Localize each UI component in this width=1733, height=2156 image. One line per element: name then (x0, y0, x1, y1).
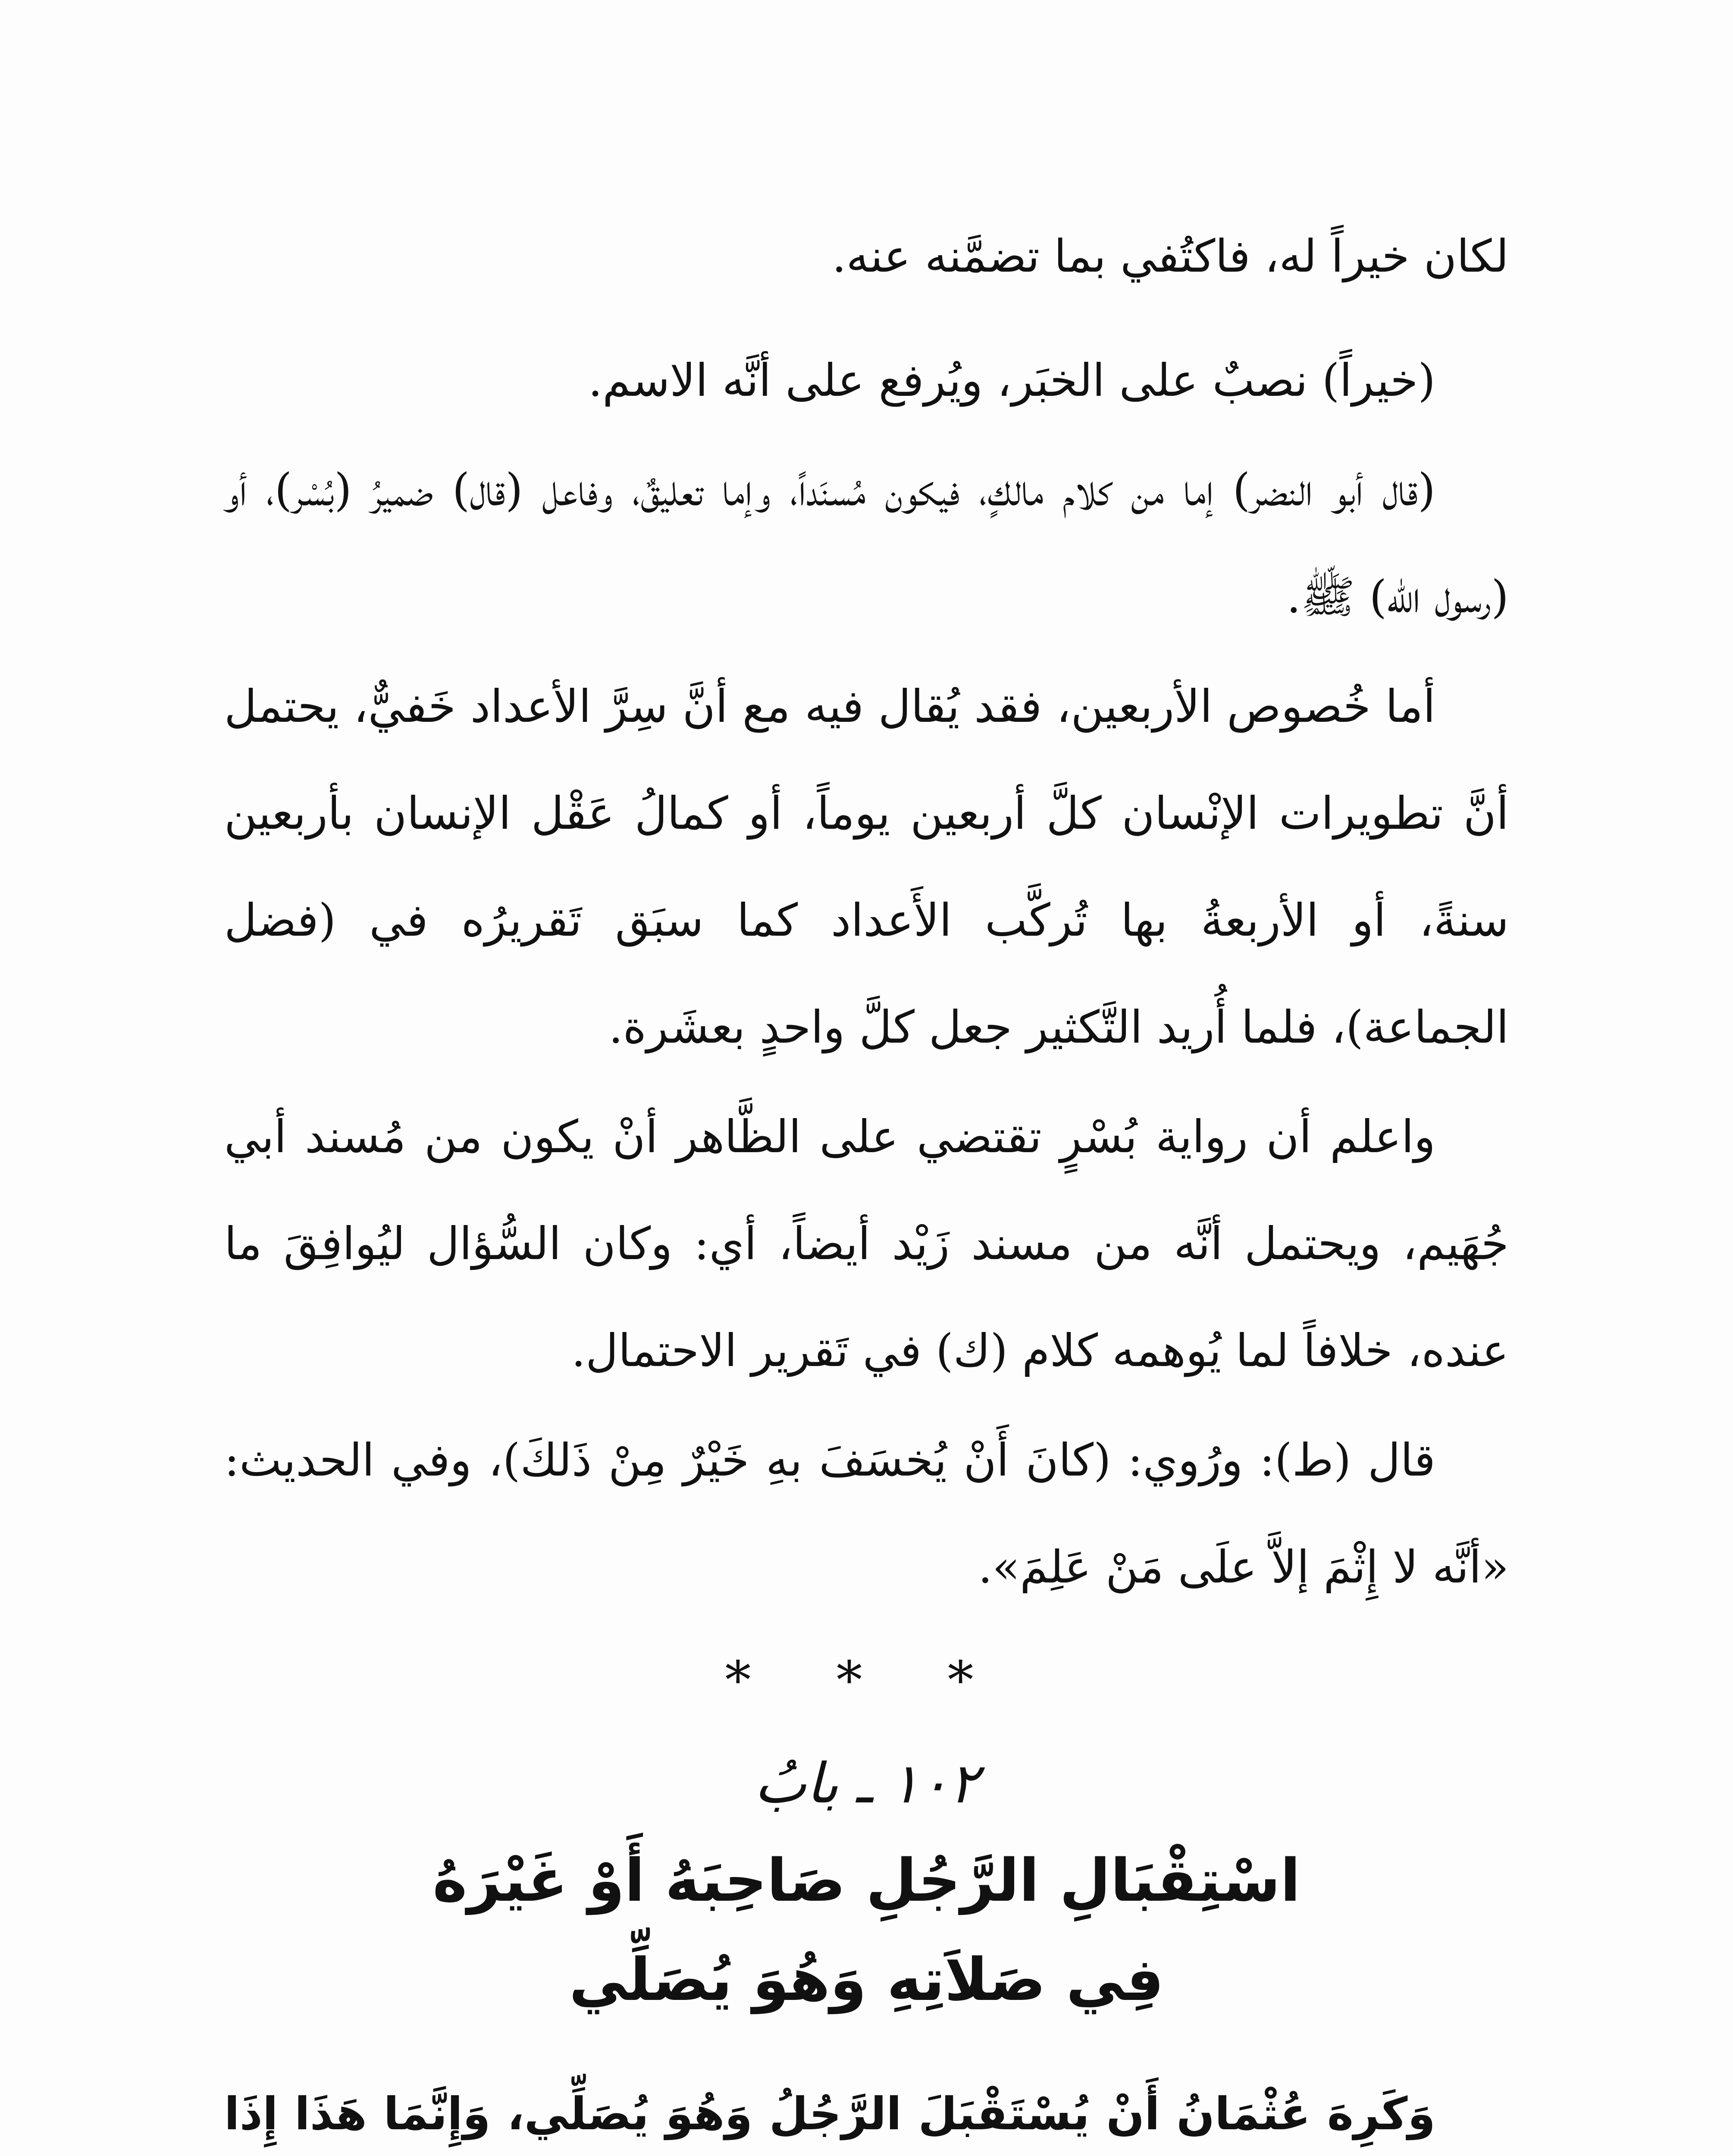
chapter-title-line-1: اسْتِقْبَالِ الرَّجُلِ صَاحِبَهُ أَوْ غَيْرَهُ (432, 1847, 1301, 1915)
commentary-paragraph-2: (خيراً) نصبٌ على الخبَر، ويُرفع على أنَّه الاسم. (588, 354, 1435, 407)
commentary-paragraph-6: قال (ط): ورُوي: (كانَ أَنْ يُخسَفَ بهِ خَيْرٌ مِنْ ذَلكَ)، وفي الحديث: «أنَّه لا إِثْمَ إلاَّ علَى مَنْ عَلِمَ». (224, 1434, 1509, 1593)
commentary-paragraph-1: لكان خيراً له، فاكتُفي بما تضمَّنه عنه. (832, 230, 1509, 282)
section-divider-ornament: * * * (725, 1651, 1008, 1711)
hadith-block (224, 2060, 1509, 2156)
chapter-number: ١٠٢ ـ بابُ (754, 1752, 979, 1816)
hadith-text: وَكَرِهَ عُثْمَانُ أَنْ يُسْتَقْبَلَ الرَّجُلُ وَهُوَ يُصَلِّي، وَإِنَّمَا هَذَا إِذَا (224, 2087, 1435, 2140)
chapter-title-line-2: فِي صَلاَتِهِ وَهُوَ يُصَلِّي (569, 1946, 1164, 2014)
commentary-paragraph-4: أما خُصوص الأربعين، فقد يُقال فيه مع أنَّ سِرَّ الأعداد خَفيٌّ، يحتمل أنَّ تطويرات الإنْسان كلَّ أربعين يوماً، أو كمالُ عَقْل الإنسان بأربعين سنةً، أو الأربعةُ بها تُركَّب الأَعداد كما سبَق تَقريرُه في (فضل الجماعة)، فلما أُريد التَّكثير جعل كلَّ واحدٍ بعشَرة. (224, 680, 1509, 1053)
commentary-paragraph-3: (قال أبو النضر) إما من كلام مالكٍ، فيكون مُسنَداً، وإما تعليقٌ، وفاعل (قال) ضميرُ (بُسْر)، أو (رسول الله) ﷺ. (224, 464, 1509, 623)
commentary-paragraph-5: واعلم أن رواية بُسْرٍ تقتضي على الظَّاهر أنْ يكون من مُسند أبي جُهَيم، ويحتمل أنَّه من مسند زَيْد أيضاً، أي: وكان السُّؤال ليُوافِقَ ما عنده، خلافاً لما يُوهمه كلام (ك) في تَقرير الاحتمال. (224, 1110, 1509, 1377)
page-body (224, 203, 1509, 2156)
